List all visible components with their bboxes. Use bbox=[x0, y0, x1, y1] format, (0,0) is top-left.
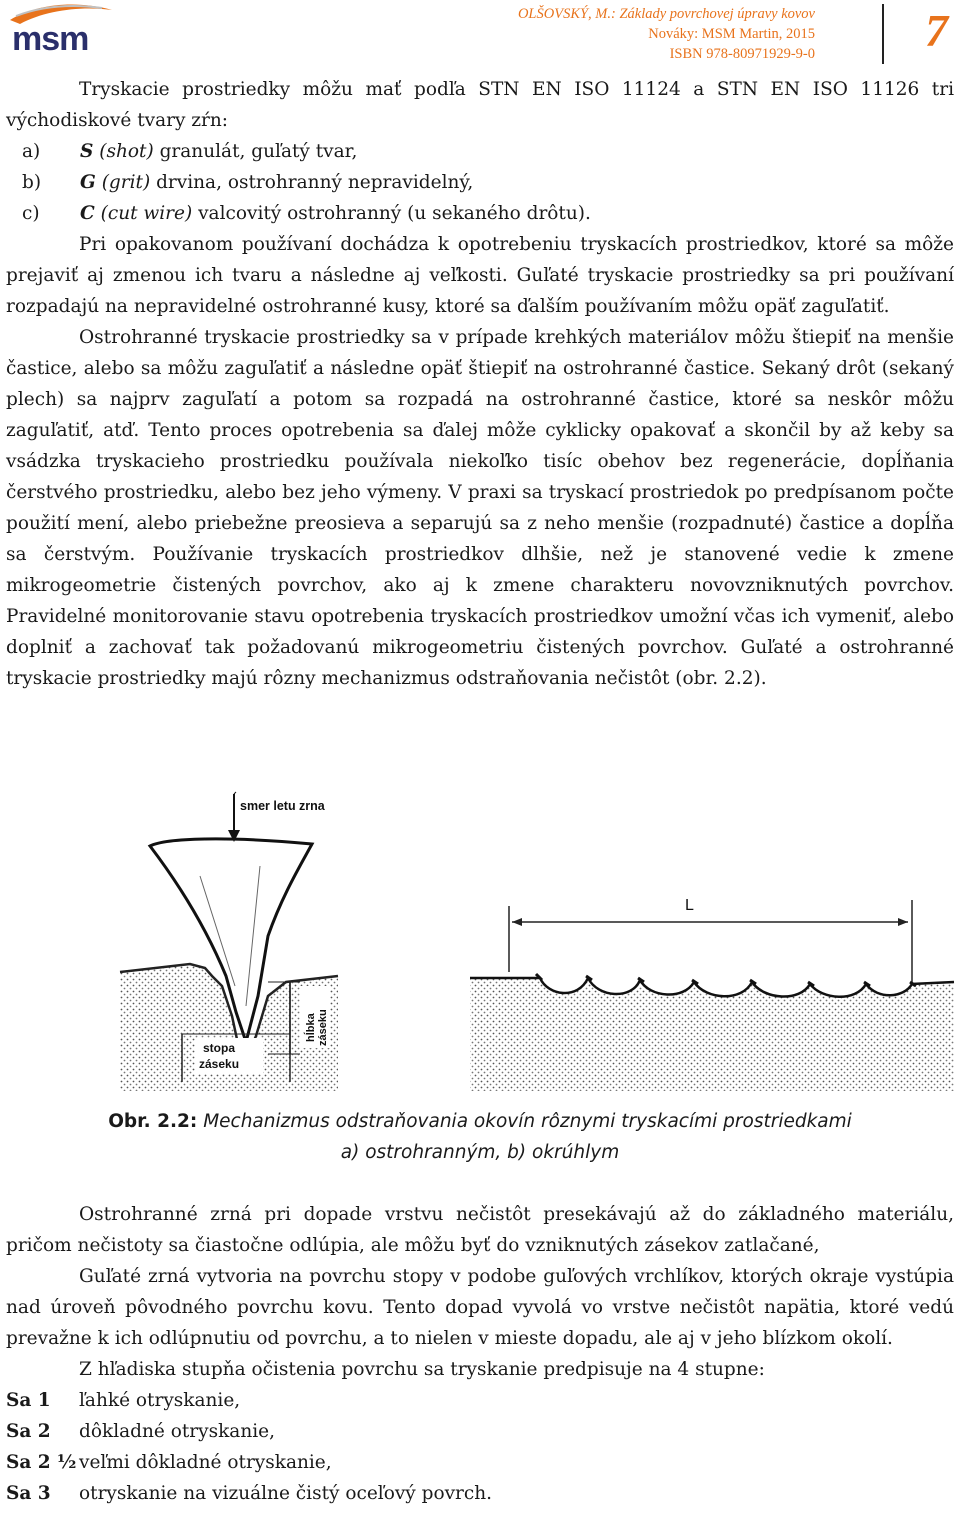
label-depth-2: záseku bbox=[317, 1009, 329, 1046]
page-number: 7 bbox=[925, 5, 948, 56]
label-depth-1: hĺbka bbox=[305, 1013, 317, 1042]
list-item bbox=[6, 167, 954, 198]
grade-code: Sa 1 bbox=[6, 1390, 51, 1411]
grade-desc: otryskanie na vizuálne čistý oceľový povrch. bbox=[79, 1483, 493, 1504]
grade-code: Sa 3 bbox=[6, 1483, 51, 1504]
grade-code: Sa 2 bbox=[6, 1421, 51, 1442]
shape-desc: drvina, ostrohranný nepravidelný, bbox=[156, 172, 474, 193]
shape-code: C bbox=[80, 203, 95, 224]
grade-item bbox=[6, 1447, 954, 1478]
paragraph-grades-intro: Z hľadiska stupňa očistenia povrchu sa tryskanie predpisuje na 4 stupne: bbox=[79, 1359, 765, 1380]
list-item-label: c) bbox=[22, 203, 40, 224]
header-publisher: Nováky: MSM Martin, 2015 bbox=[648, 26, 815, 42]
grade-desc: dôkladné otryskanie, bbox=[79, 1421, 275, 1442]
header-author: OLŠOVSKÝ, M.: Základy povrchovej úpravy kovov bbox=[517, 6, 815, 22]
publisher-logo bbox=[6, 2, 116, 58]
caption-line-2: a) ostrohranným, b) okrúhlym bbox=[340, 1142, 620, 1163]
shape-term: (cut wire) bbox=[100, 203, 193, 224]
label-direction: smer letu zrna bbox=[240, 799, 325, 813]
logo-text: msm bbox=[12, 20, 89, 58]
label-trace-2: záseku bbox=[199, 1057, 240, 1071]
grade-item bbox=[6, 1385, 954, 1416]
diagram-angular-grain bbox=[120, 792, 338, 1091]
paragraph-angular: Ostrohranné zrná pri dopade vrstvu nečistôt presekávajú až do základného materiálu, pričom nečistoty sa čiastočne odlúpia, ale môžu byť do vzniknutých zásekov zatlačané, bbox=[6, 1204, 954, 1256]
top-text-block bbox=[6, 74, 954, 694]
grade-item bbox=[6, 1478, 954, 1509]
label-trace-1: stopa bbox=[203, 1041, 236, 1055]
header-divider bbox=[882, 4, 884, 64]
caption-number: Obr. 2.2: bbox=[108, 1111, 198, 1132]
header-isbn: ISBN 978-80971929-9-0 bbox=[669, 46, 815, 62]
shape-desc: valcovitý ostrohranný (u sekaného drôtu). bbox=[198, 203, 591, 224]
paragraph-mechanism: Ostrohranné tryskacie prostriedky sa v prípade krehkých materiálov môžu štiepiť na menšie častice, alebo sa môžu zaguľatiť a následne opäť štiepiť na ostrohranné častice. Sekaný drôt (sekaný plech) sa najprv zaguľatí a potom sa rozpadá na ostrohranné častice, ktoré sa neskôr môžu zaguľatiť, atď. Tento proces opotrebenia sa ďalej môže cyklicky opakovať a skončil by až keby sa vsádzka tryskacieho prostriedku používala niekoľko tisíc obehov bez regenerácie, dopĺňania čerstvého prostriedku, alebo bez jeho výmeny. V praxi sa tryskací prostriedok po predpísanom počte použití mení, alebo priebežne preosieva a separujú sa z neho menšie (rozpadnuté) častice a dopĺňa sa čerstvým. Používanie tryskacích prostriedkov dlhšie, než je stanovené vedie k zmene mikrogeometrie čistených povrchov, ako aj k zmene charakteru novovzniknutých povrchov. Pravidelné monitorovanie stavu opotrebenia tryskacích prostriedkov umožní včas ich vymeniť, alebo doplniť a zachovať tak požadovanú mikrogeometriu čistených povrchov. Guľaté a ostrohranné tryskacie prostriedky majú rôzny mechanizmus odstraňovania nečistôt (obr. 2.2). bbox=[6, 327, 954, 689]
bottom-text-block bbox=[6, 1199, 954, 1509]
page-header bbox=[518, 4, 815, 64]
grade-desc: ľahké otryskanie, bbox=[79, 1390, 241, 1411]
label-length: L bbox=[685, 897, 694, 914]
list-item-label: b) bbox=[22, 172, 42, 193]
shape-code: G bbox=[80, 172, 96, 193]
shape-desc: granulát, guľatý tvar, bbox=[159, 141, 358, 162]
paragraph-wear: Pri opakovanom používaní dochádza k opotrebeniu tryskacích prostriedkov, ktoré sa môže prejaviť aj zmenou ich tvaru a následne aj veľkosti. Guľaté tryskacie prostriedky sa pri používaní rozpadajú na nepravidelné ostrohranné kusy, ktoré sa ďalším používaním môžu opäť zaguľatiť. bbox=[6, 234, 954, 317]
list-item bbox=[6, 198, 954, 229]
blasting-mechanism-diagram bbox=[0, 786, 960, 1096]
figure-2-2 bbox=[0, 786, 960, 1096]
diagram-round-grain bbox=[470, 897, 954, 1091]
list-item bbox=[6, 136, 954, 167]
intro-paragraph: Tryskacie prostriedky môžu mať podľa STN EN ISO 11124 a STN EN ISO 11126 tri východiskové tvary zŕn: bbox=[6, 79, 954, 131]
shape-term: (grit) bbox=[101, 172, 151, 193]
grade-item bbox=[6, 1416, 954, 1447]
shape-code: S bbox=[80, 141, 94, 162]
shape-term: (shot) bbox=[99, 141, 154, 162]
list-item-label: a) bbox=[22, 141, 41, 162]
paragraph-round: Guľaté zrná vytvoria na povrchu stopy v podobe guľových vrchlíkov, ktorých okraje vystúpia nad úroveň pôvodného povrchu kovu. Tento dopad vyvolá vo vrstve nečistôt napätia, ktoré vedú prevažne k ich odlúpnutiu od povrchu, a to nielen v mieste dopadu, ale aj v jeho blízkom okolí. bbox=[6, 1266, 954, 1349]
figure-caption bbox=[0, 1106, 960, 1168]
grade-code: Sa 2 ½ bbox=[6, 1452, 77, 1473]
grade-desc: veľmi dôkladné otryskanie, bbox=[79, 1452, 332, 1473]
caption-line-1: Mechanizmus odstraňovania okovín rôznymi tryskacími prostriedkami bbox=[203, 1111, 852, 1132]
